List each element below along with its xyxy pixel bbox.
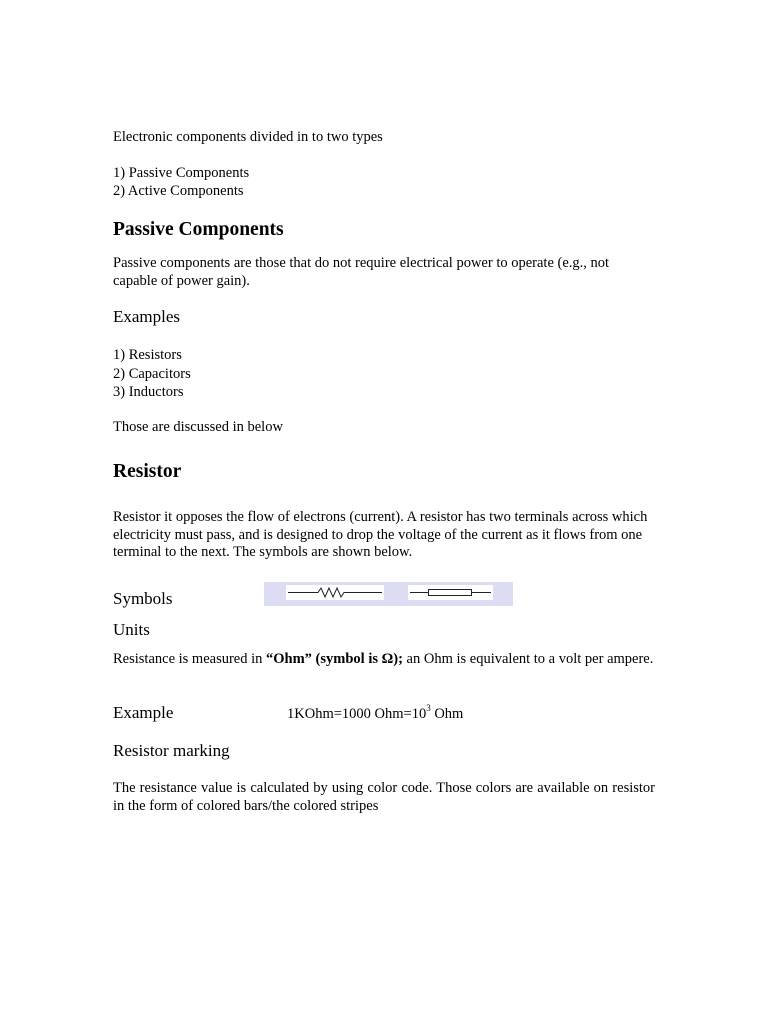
resistor-heading: Resistor [113, 461, 182, 482]
resistor-marking-heading: Resistor marking [113, 741, 230, 760]
units-heading: Units [113, 620, 150, 639]
units-text-end: an Ohm is equivalent to a volt per ampere. [402, 651, 654, 667]
example-formula [287, 703, 464, 724]
example-formula-base: 1KOhm=1000 Ohm=10 [287, 706, 427, 722]
passive-heading: Passive Components [113, 219, 284, 240]
units-text-bold: “Ohm” (symbol is Ω); [266, 651, 403, 667]
symbols-label: Symbols [113, 589, 173, 608]
resistor-zigzag-icon [286, 585, 384, 600]
resistor-description: Resistor it opposes the flow of electrons (current). A resistor has two terminals across which electricity must pass, and is designed to drop the voltage of the current as it flows from one terminal to the next. The symbols are shown below. [113, 509, 648, 560]
units-text [113, 651, 655, 669]
resistor-marking-text: The resistance value is calculated by using color code. Those colors are available on resistor in the form of colored bars/the colored stripes [113, 780, 655, 814]
type-item-active: 2) Active Components [113, 183, 244, 199]
discussed-text: Those are discussed in below [113, 419, 283, 435]
example-item-resistors: 1) Resistors [113, 347, 182, 363]
resistor-symbols-image [264, 582, 513, 606]
example-formula-exponent: 3 [426, 703, 431, 714]
resistor-box-icon [408, 585, 493, 600]
example-label: Example [113, 703, 174, 722]
units-text-start: Resistance is measured in [113, 651, 267, 667]
intro-text: Electronic components divided in to two types [113, 129, 383, 145]
passive-description: Passive components are those that do not require electrical power to operate (e.g., not capable of power gain). [113, 255, 610, 289]
example-formula-unit: Ohm [430, 706, 464, 722]
example-item-capacitors: 2) Capacitors [113, 366, 191, 382]
type-item-passive: 1) Passive Components [113, 165, 250, 181]
examples-heading: Examples [113, 307, 181, 326]
example-item-inductors: 3) Inductors [113, 384, 184, 400]
